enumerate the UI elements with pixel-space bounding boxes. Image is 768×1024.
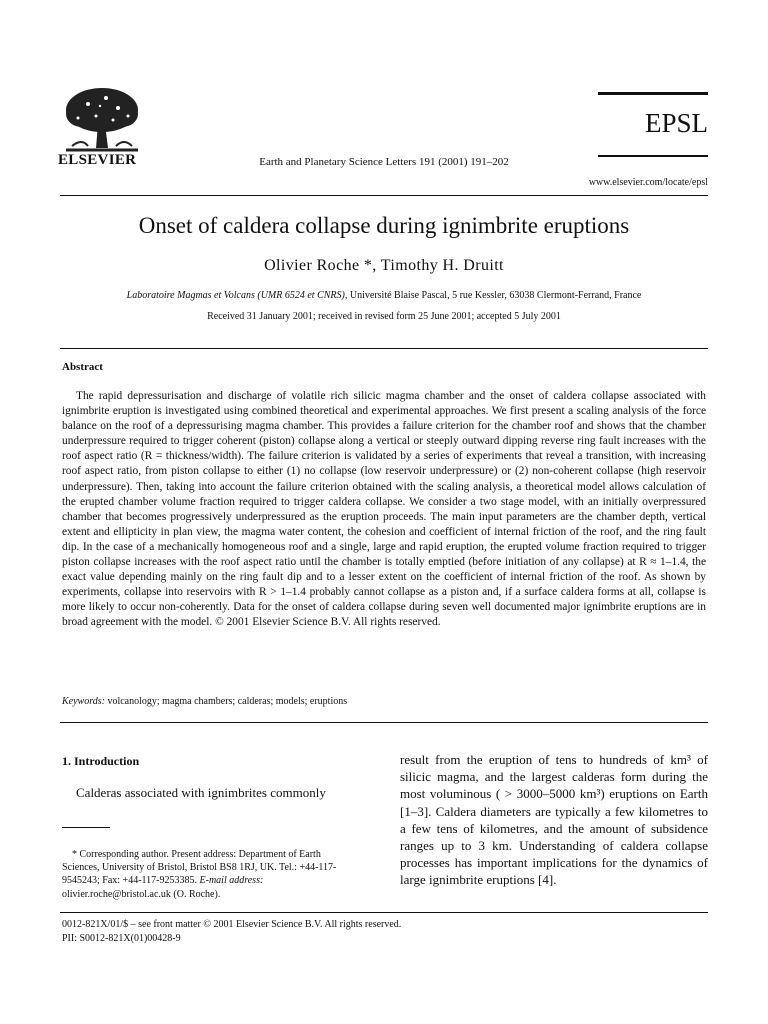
- publisher-name: ELSEVIER: [58, 152, 137, 168]
- article-dates: Received 31 January 2001; received in revised form 25 June 2001; accepted 5 July 2001: [207, 311, 561, 322]
- email-address[interactable]: olivier.roche@bristol.ac.uk (O. Roche).: [62, 888, 221, 900]
- keywords-label: Keywords:: [62, 696, 105, 707]
- affiliation-lab: Laboratoire Magmas et Volcans (UMR 6524 et CNRS),: [126, 290, 348, 301]
- footnote-rule: [62, 827, 110, 828]
- epsl-bottom-rule: [598, 155, 708, 157]
- front-matter: [62, 918, 401, 946]
- bottom-divider: [60, 912, 708, 913]
- keywords-divider: [60, 722, 708, 723]
- footnote-text: * Corresponding author. Present address: Department of Earth Sciences, University of Bristol, Bristol BS8 1RJ, UK. Tel.: +44-117-9545243; Fax: +44-117-9253385.: [62, 849, 337, 887]
- article-authors: Olivier Roche *, Timothy H. Druitt: [264, 257, 504, 274]
- pii-line: PII: S0012-821X(01)00428-9: [62, 933, 181, 944]
- journal-url[interactable]: www.elsevier.com/locate/epsl: [588, 177, 708, 188]
- header-divider: [60, 195, 708, 196]
- email-label: E-mail address:: [199, 875, 264, 887]
- author-affiliation: [0, 290, 768, 301]
- affiliation-university: Université Blaise Pascal, 5 rue Kessler, 63038 Clermont-Ferrand, France: [347, 290, 642, 301]
- intro-column-1: Calderas associated with ignimbrites commonly: [76, 785, 326, 800]
- journal-citation: Earth and Planetary Science Letters 191 (2001) 191–202: [259, 156, 509, 168]
- article-title: Onset of caldera collapse during ignimbrite eruptions: [138, 213, 630, 238]
- section-heading: 1. Introduction: [62, 754, 140, 768]
- keywords-line: [62, 696, 347, 707]
- keywords-list: volcanology; magma chambers; calderas; models; eruptions: [104, 696, 348, 707]
- abstract-divider: [60, 348, 708, 349]
- copyright-line: 0012-821X/01/$ – see front matter © 2001 Elsevier Science B.V. All rights reserved.: [62, 919, 402, 930]
- epsl-top-rule: [598, 92, 708, 95]
- corresponding-author-footnote: [62, 848, 358, 901]
- abstract-text: The rapid depressurisation and discharge of volatile rich silicic magma chamber and the onset of caldera collapse associated with ignimbrite eruption is investigated using combined theoretical and experimental approaches. We first present a scaling analysis of the force balance on the roof of a depressurising magma chamber. This provides a failure criterion for the chamber roof and shows that the chamber underpressure required to trigger coherent (piston) collapse along a vertical or steeply outward dipping reverse ring fault increases with the roof aspect ratio (R = thickness/width). The failure criterion is validated by a series of experiments that reveal a transition, with increasing roof aspect ratio, from piston collapse to either (1) no collapse (low reservoir underpressure) or (2) non-coherent collapse (high reservoir underpressure). Then, taking into account the failure criterion obtained with the scaling analysis, a theoretical model allows calculation of the erupted chamber volume fraction required to trigger caldera collapse. We consider a two stage model, with an initially overpressured chamber that becomes progressively underpressured as the eruption proceeds. The main input parameters are the chamber depth, vertical extent and ellipticity in plan view, the magma water content, the cohesion and coefficient of internal friction of the roof, and the ring fault dip. In the case of a mechanically homogeneous roof and a single, large and rapid eruption, the erupted volume fraction required to trigger piston collapse increases with the roof aspect ratio until the chamber is totally emptied (before initiation of any collapse) at R ≈ 1–1.4, the exact value depending mainly on the ring fault dip and to a lesser extent on the coefficient of internal friction of the roof. As shown by experiments, collapse into reservoirs with R > 1–1.4 probably cannot collapse as a piston and, if a surface caldera forms at all, collapse is more likely to occur non-coherently. Data for the onset of caldera collapse during seven well documented major ignimbrite eruptions are in broad agreement with the model. © 2001 Elsevier Science B.V. All rights reserved.: [62, 390, 706, 629]
- abstract-heading: Abstract: [62, 361, 103, 373]
- journal-abbrev: EPSL: [644, 108, 708, 138]
- intro-column-2: result from the eruption of tens to hundreds of km³ of silicic magma, and the largest calderas form during the most voluminous ( > 3000–5000 km³) eruptions on Earth [1–3]. Caldera diameters are typically a few kilometres to a few tens of kilometres, and the amount of subsidence ranges up to 3 km. Understanding of caldera collapse processes has important implications for the dynamics of large ignimbrite eruptions [4].: [400, 752, 708, 888]
- elsevier-tree-logo: [58, 84, 146, 154]
